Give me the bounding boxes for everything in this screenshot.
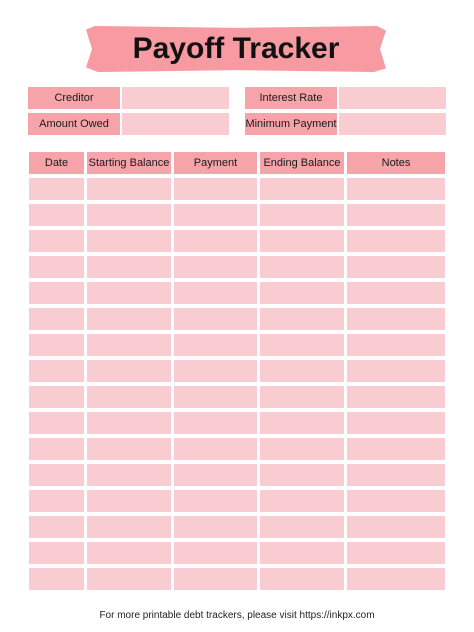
table-cell-ending-balance[interactable] [260, 490, 344, 512]
table-cell-date[interactable] [29, 178, 84, 200]
column-header-starting-balance: Starting Balance [87, 152, 171, 174]
table-cell-payment[interactable] [174, 256, 257, 278]
minimum-payment-label: Minimum Payment [245, 113, 337, 135]
creditor-field[interactable] [122, 87, 229, 109]
table-cell-starting-balance[interactable] [87, 256, 171, 278]
table-cell-notes[interactable] [347, 386, 445, 408]
table-cell-date[interactable] [29, 230, 84, 252]
table-cell-payment[interactable] [174, 464, 257, 486]
table-cell-notes[interactable] [347, 334, 445, 356]
table-cell-starting-balance[interactable] [87, 334, 171, 356]
table-cell-date[interactable] [29, 490, 84, 512]
interest-rate-field[interactable] [339, 87, 446, 109]
table-cell-starting-balance[interactable] [87, 178, 171, 200]
table-cell-notes[interactable] [347, 412, 445, 434]
table-cell-notes[interactable] [347, 178, 445, 200]
table-cell-starting-balance[interactable] [87, 412, 171, 434]
table-cell-date[interactable] [29, 464, 84, 486]
table-cell-starting-balance[interactable] [87, 308, 171, 330]
table-cell-date[interactable] [29, 568, 84, 590]
table-cell-payment[interactable] [174, 386, 257, 408]
table-cell-ending-balance[interactable] [260, 334, 344, 356]
table-cell-ending-balance[interactable] [260, 282, 344, 304]
minimum-payment-field[interactable] [339, 113, 446, 135]
table-cell-starting-balance[interactable] [87, 490, 171, 512]
table-cell-ending-balance[interactable] [260, 568, 344, 590]
table-cell-ending-balance[interactable] [260, 516, 344, 538]
table-cell-ending-balance[interactable] [260, 464, 344, 486]
table-cell-ending-balance[interactable] [260, 542, 344, 564]
table-cell-starting-balance[interactable] [87, 204, 171, 226]
table-cell-payment[interactable] [174, 178, 257, 200]
footer-text: For more printable debt trackers, please visit https://inkpx.com [99, 610, 375, 621]
amount-owed-field[interactable] [122, 113, 229, 135]
table-cell-notes[interactable] [347, 204, 445, 226]
column-header-payment: Payment [174, 152, 257, 174]
table-cell-payment[interactable] [174, 230, 257, 252]
table-cell-starting-balance[interactable] [87, 360, 171, 382]
table-cell-date[interactable] [29, 542, 84, 564]
table-cell-notes[interactable] [347, 360, 445, 382]
table-cell-notes[interactable] [347, 256, 445, 278]
table-cell-notes[interactable] [347, 438, 445, 460]
table-cell-date[interactable] [29, 360, 84, 382]
table-cell-starting-balance[interactable] [87, 464, 171, 486]
table-cell-payment[interactable] [174, 490, 257, 512]
table-cell-notes[interactable] [347, 542, 445, 564]
table-cell-ending-balance[interactable] [260, 412, 344, 434]
table-cell-payment[interactable] [174, 204, 257, 226]
table-cell-notes[interactable] [347, 490, 445, 512]
table-cell-ending-balance[interactable] [260, 438, 344, 460]
table-cell-payment[interactable] [174, 360, 257, 382]
creditor-label: Creditor [28, 87, 120, 109]
table-cell-payment[interactable] [174, 412, 257, 434]
page-title: Payoff Tracker [132, 32, 340, 65]
table-cell-date[interactable] [29, 334, 84, 356]
table-cell-ending-balance[interactable] [260, 360, 344, 382]
table-cell-ending-balance[interactable] [260, 230, 344, 252]
table-cell-starting-balance[interactable] [87, 568, 171, 590]
table-cell-ending-balance[interactable] [260, 386, 344, 408]
interest-rate-label: Interest Rate [245, 87, 337, 109]
table-cell-ending-balance[interactable] [260, 308, 344, 330]
table-cell-payment[interactable] [174, 542, 257, 564]
table-cell-ending-balance[interactable] [260, 204, 344, 226]
table-cell-ending-balance[interactable] [260, 178, 344, 200]
table-cell-payment[interactable] [174, 282, 257, 304]
table-cell-date[interactable] [29, 386, 84, 408]
table-cell-notes[interactable] [347, 308, 445, 330]
table-cell-date[interactable] [29, 204, 84, 226]
column-header-ending-balance: Ending Balance [260, 152, 344, 174]
table-cell-payment[interactable] [174, 308, 257, 330]
table-cell-notes[interactable] [347, 464, 445, 486]
table-cell-payment[interactable] [174, 438, 257, 460]
table-cell-payment[interactable] [174, 334, 257, 356]
table-cell-payment[interactable] [174, 568, 257, 590]
table-cell-starting-balance[interactable] [87, 516, 171, 538]
table-cell-notes[interactable] [347, 282, 445, 304]
table-cell-notes[interactable] [347, 516, 445, 538]
table-cell-notes[interactable] [347, 568, 445, 590]
column-header-date: Date [29, 152, 84, 174]
table-cell-starting-balance[interactable] [87, 542, 171, 564]
table-cell-date[interactable] [29, 412, 84, 434]
table-cell-starting-balance[interactable] [87, 386, 171, 408]
table-cell-date[interactable] [29, 516, 84, 538]
table-cell-notes[interactable] [347, 230, 445, 252]
table-cell-date[interactable] [29, 256, 84, 278]
table-cell-ending-balance[interactable] [260, 256, 344, 278]
table-cell-date[interactable] [29, 308, 84, 330]
table-cell-date[interactable] [29, 282, 84, 304]
table-cell-date[interactable] [29, 438, 84, 460]
table-cell-starting-balance[interactable] [87, 282, 171, 304]
table-cell-starting-balance[interactable] [87, 230, 171, 252]
table-cell-starting-balance[interactable] [87, 438, 171, 460]
amount-owed-label: Amount Owed [28, 113, 120, 135]
table-cell-payment[interactable] [174, 516, 257, 538]
column-header-notes: Notes [347, 152, 445, 174]
